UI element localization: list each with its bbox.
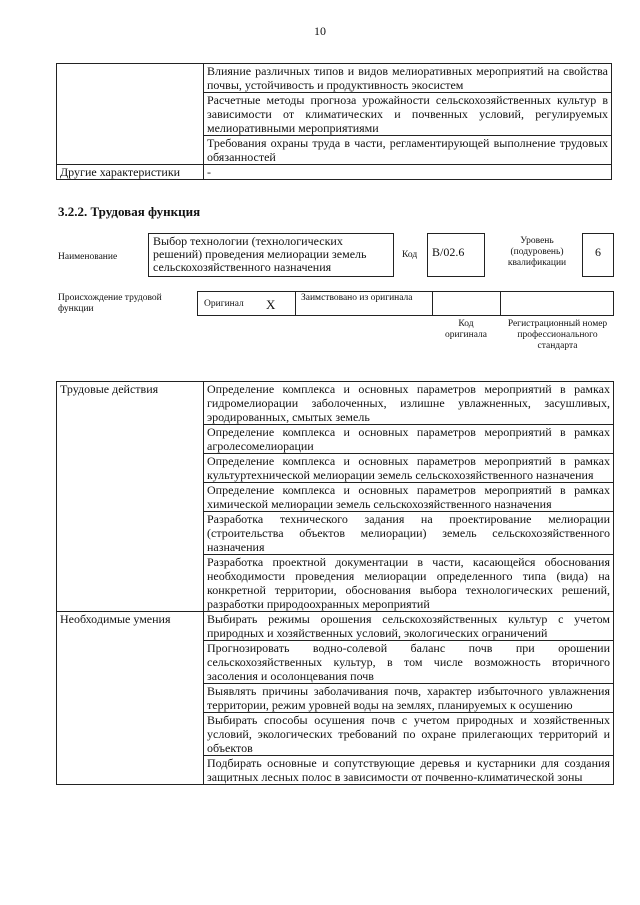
code-value: B/02.6 [427,233,485,277]
table-row [57,382,614,425]
table-cell: Требования охраны труда в части, регламентирующей выполнение трудовых обязанностей [204,136,612,165]
labor-actions-label: Трудовые действия [57,382,204,612]
original-mark: X [266,297,276,312]
table-cell: Разработка технического задания на проектирование мелиорации (строительства объектов мелиорации) земель сельскохозяйственного назначения [204,512,614,555]
other-characteristics-value: - [204,165,612,180]
level-label: Уровень (подуровень) квалификации [507,236,567,268]
table-cell: Влияние различных типов и видов мелиоративных мероприятий на свойства почвы, устойчивость и продуктивность экосистем [204,64,612,93]
table-cell: Определение комплекса и основных параметров мероприятий в рамках культуртехнической мелиорации земель сельскохозяйственного назначения [204,454,614,483]
required-skills-label: Необходимые умения [57,612,204,785]
table-cell-label [57,64,204,165]
other-characteristics-label: Другие характеристики [57,165,204,180]
name-label: Наименование [58,252,118,262]
table-cell: Подбирать основные и сопутствующие деревья и кустарники для создания защитных лесных полос в зависимости от почвенно-климатической зоны [204,756,614,785]
table-cell: Определение комплекса и основных параметров мероприятий в рамках агролесомелиорации [204,425,614,454]
code-label: Код [402,250,418,260]
table-cell: Разработка проектной документации в части, касающейся обоснования необходимости проведения мелиорации определенного типа (вида) на конкретной территории, обоснования выбора технологических решений, разработки природоохранных мероприятий [204,555,614,612]
divider [432,291,433,316]
origin-label: Происхождение трудовой функции [58,293,162,314]
divider [295,291,296,316]
table-cell: Определение комплекса и основных параметров мероприятий в рамках гидромелиорации заболоченных, излишне увлажненных, засушливых, эродированных, смытых земель [204,382,614,425]
table-row [57,64,612,93]
table-cell: Выявлять причины заболачивания почв, характер избыточного увлажнения территории, режим уровней воды на землях, планируемых к осушению [204,684,614,713]
table-cell: Прогнозировать водно-солевой баланс почв при орошении сельскохозяйственных культур, в том числе возможность вторичного засоления и осолонцевания почв [204,641,614,684]
table-cell: Выбирать способы осушения почв с учетом природных и хозяйственных условий, экологических требований по охране прилегающих территорий и объектов [204,713,614,756]
level-value: 6 [582,233,614,277]
table-cell: Определение комплекса и основных параметров мероприятий в рамках химической мелиорации земель сельскохозяйственного назначения [204,483,614,512]
borrowed-label: Заимствовано из оригинала [301,293,413,303]
table-cell: Выбирать режимы орошения сельскохозяйственных культур с учетом природных и хозяйственных условий, экологических ограничений [204,612,614,641]
page-number: 10 [314,24,326,38]
original-label: Оригинал [204,299,244,309]
code-original-caption: Код оригинала [445,319,487,340]
table-cell: Расчетные методы прогноза урожайности сельскохозяйственных культур в зависимости от климатических и почвенных условий, регулируемых мелиоративными мероприятиями [204,93,612,136]
table-row [57,165,612,180]
divider [500,291,501,316]
knowledge-table [56,63,612,180]
name-value: Выбор технологии (технологических решений) проведения мелиорации земель сельскохозяйственного назначения [148,233,394,277]
function-details-table [56,381,614,785]
table-row [57,612,614,641]
section-title: 3.2.2. Трудовая функция [58,204,201,219]
reg-number-caption: Регистрационный номер профессионального стандарта [507,319,608,351]
